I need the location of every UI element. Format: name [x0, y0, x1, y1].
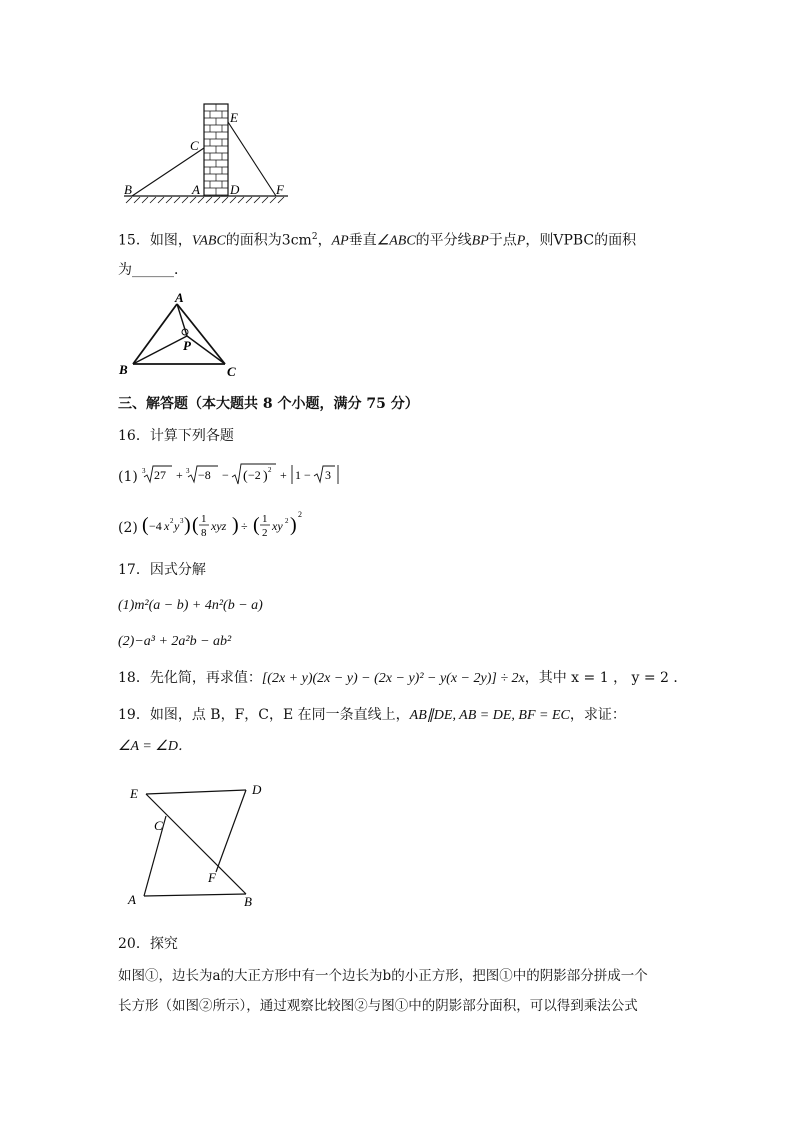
label-d: D — [252, 782, 262, 797]
q20-line1: 如图①，边长为a的大正方形中有一个边长为b的小正方形，把图①中的阴影部分拼成一个 — [118, 968, 648, 984]
q15-text: ，则VPBC的面积 — [525, 232, 637, 249]
svg-text:2: 2 — [262, 527, 268, 539]
q18-number: 18． — [118, 670, 150, 686]
q17-title: 因式分解 — [149, 562, 206, 578]
svg-text:3: 3 — [142, 467, 146, 475]
svg-text:−4: −4 — [149, 519, 163, 533]
q20-number: 20． — [118, 936, 150, 952]
q16-part2 — [118, 508, 342, 544]
question-20 — [118, 934, 178, 954]
svg-text:+: + — [280, 468, 288, 482]
svg-text:xyz: xyz — [211, 519, 227, 533]
svg-text:27: 27 — [154, 468, 167, 482]
svg-text:xy: xy — [272, 519, 283, 533]
svg-text:1: 1 — [295, 468, 302, 482]
label-c: C — [227, 364, 236, 379]
label-b: B — [119, 362, 128, 377]
figure-triangle-pbc — [115, 290, 255, 380]
q19-number: 19． — [118, 707, 150, 723]
svg-text:): ) — [263, 469, 268, 484]
label-a: A — [192, 182, 200, 197]
segment-ab — [144, 894, 246, 896]
q15-text: 如图， — [149, 232, 192, 249]
svg-text:2: 2 — [268, 466, 272, 474]
q17-part2: (2)−a³ + 2a²b − ab² — [118, 634, 232, 649]
q16-number: 16． — [118, 428, 150, 444]
svg-text:(: ( — [243, 469, 248, 484]
q15-area: 3cm — [281, 232, 312, 249]
q16-part2-formula — [142, 508, 342, 544]
label-c: C — [190, 138, 199, 153]
q16-part1-label: (1) — [118, 469, 138, 485]
q19-line2: ∠A = ∠D． — [118, 739, 192, 754]
label-d: D — [230, 182, 240, 197]
svg-text:2: 2 — [170, 517, 174, 525]
brick-wall — [204, 104, 228, 196]
svg-text:÷: ÷ — [241, 519, 248, 533]
segment-eb — [146, 794, 246, 894]
svg-text:+: + — [176, 468, 184, 482]
q18-text: ，其中 x = 1 ， y = 2 ． — [524, 670, 688, 686]
q15-angle: ∠ABC — [376, 233, 416, 249]
segment-df — [216, 790, 246, 872]
svg-text:−: − — [222, 468, 230, 482]
svg-text:x: x — [164, 519, 170, 533]
question-18 — [118, 668, 687, 689]
q16-part1-formula — [142, 462, 342, 488]
side-ac — [177, 304, 225, 364]
question-19 — [118, 705, 626, 726]
q20-title: 探究 — [149, 936, 178, 952]
label-e: E — [130, 786, 138, 801]
q16-part1 — [118, 462, 342, 488]
q15-line2: 为______． — [118, 262, 188, 278]
svg-text:(: ( — [192, 514, 199, 536]
q15-text: 的面积为 — [225, 232, 282, 249]
svg-text:1: 1 — [201, 513, 207, 525]
label-a: A — [175, 290, 184, 305]
q15-point-p: P — [516, 233, 526, 249]
q15-text: 于点 — [488, 232, 517, 249]
svg-text:8: 8 — [201, 527, 207, 539]
q16-title: 计算下列各题 — [149, 428, 234, 444]
q18-expression: [(2x + y)(2x − y) − (2x − y)² − y(x − 2y)] ÷ 2x — [261, 671, 525, 686]
label-b: B — [244, 894, 252, 909]
side-ab — [133, 304, 177, 364]
label-f: F — [208, 870, 216, 885]
svg-text:2: 2 — [298, 510, 303, 519]
q15-area-exp: 2 — [311, 232, 318, 242]
section-3-heading: 三、解答题（本大题共 8 个小题，满分 75 分） — [118, 396, 419, 412]
svg-text:): ) — [184, 514, 191, 536]
svg-text:−8: −8 — [198, 468, 212, 482]
question-16 — [118, 426, 234, 446]
q17-number: 17． — [118, 562, 150, 578]
segment-bp — [133, 336, 187, 364]
label-c: C — [154, 818, 163, 833]
q16-part2-label: (2) — [118, 520, 138, 536]
svg-text:−2: −2 — [248, 468, 262, 482]
svg-text:3: 3 — [186, 467, 190, 475]
svg-text:): ) — [232, 514, 239, 536]
svg-text:−: − — [304, 468, 312, 482]
svg-text:1: 1 — [262, 513, 268, 525]
label-f: F — [276, 182, 284, 197]
q19-conditions: AB∥DE, AB = DE, BF = EC — [409, 708, 570, 723]
svg-text:2: 2 — [285, 517, 289, 525]
label-b: B — [124, 182, 132, 197]
q19-text: 如图，点 B，F，C，E 在同一条直线上， — [149, 707, 410, 723]
q15-text: 的平分线 — [415, 232, 472, 249]
svg-text:(: ( — [142, 514, 149, 536]
q15-number: 15． — [118, 232, 150, 249]
svg-text:3: 3 — [325, 468, 332, 482]
q15-bp: BP — [471, 233, 489, 249]
figure-wall-ladders — [118, 100, 298, 206]
q20-line2: 长方形（如图②所示），通过观察比较图②与图①中的阴影部分面积，可以得到乘法公式 — [118, 998, 638, 1014]
q15-text: 垂直 — [348, 232, 377, 249]
q19-text: ，求证： — [569, 707, 626, 723]
label-a: A — [128, 892, 136, 907]
segment-ed — [146, 790, 246, 794]
svg-text:): ) — [290, 514, 297, 536]
q15-triangle-abc: VABC — [191, 233, 226, 249]
label-e: E — [230, 110, 238, 125]
figure-parallel-triangles — [122, 778, 272, 910]
question-17 — [118, 560, 206, 580]
svg-text:3: 3 — [180, 517, 184, 525]
svg-text:y: y — [174, 519, 180, 533]
label-p: P — [183, 338, 191, 353]
svg-text:(: ( — [253, 514, 260, 536]
q18-text: 先化简，再求值： — [149, 670, 262, 686]
q17-part1: (1)m²(a − b) + 4n²(b − a) — [118, 598, 263, 613]
question-15 — [118, 227, 636, 252]
ground-hatch — [126, 197, 284, 203]
q15-text: ， — [317, 232, 332, 249]
q15-ap: AP — [331, 233, 349, 249]
